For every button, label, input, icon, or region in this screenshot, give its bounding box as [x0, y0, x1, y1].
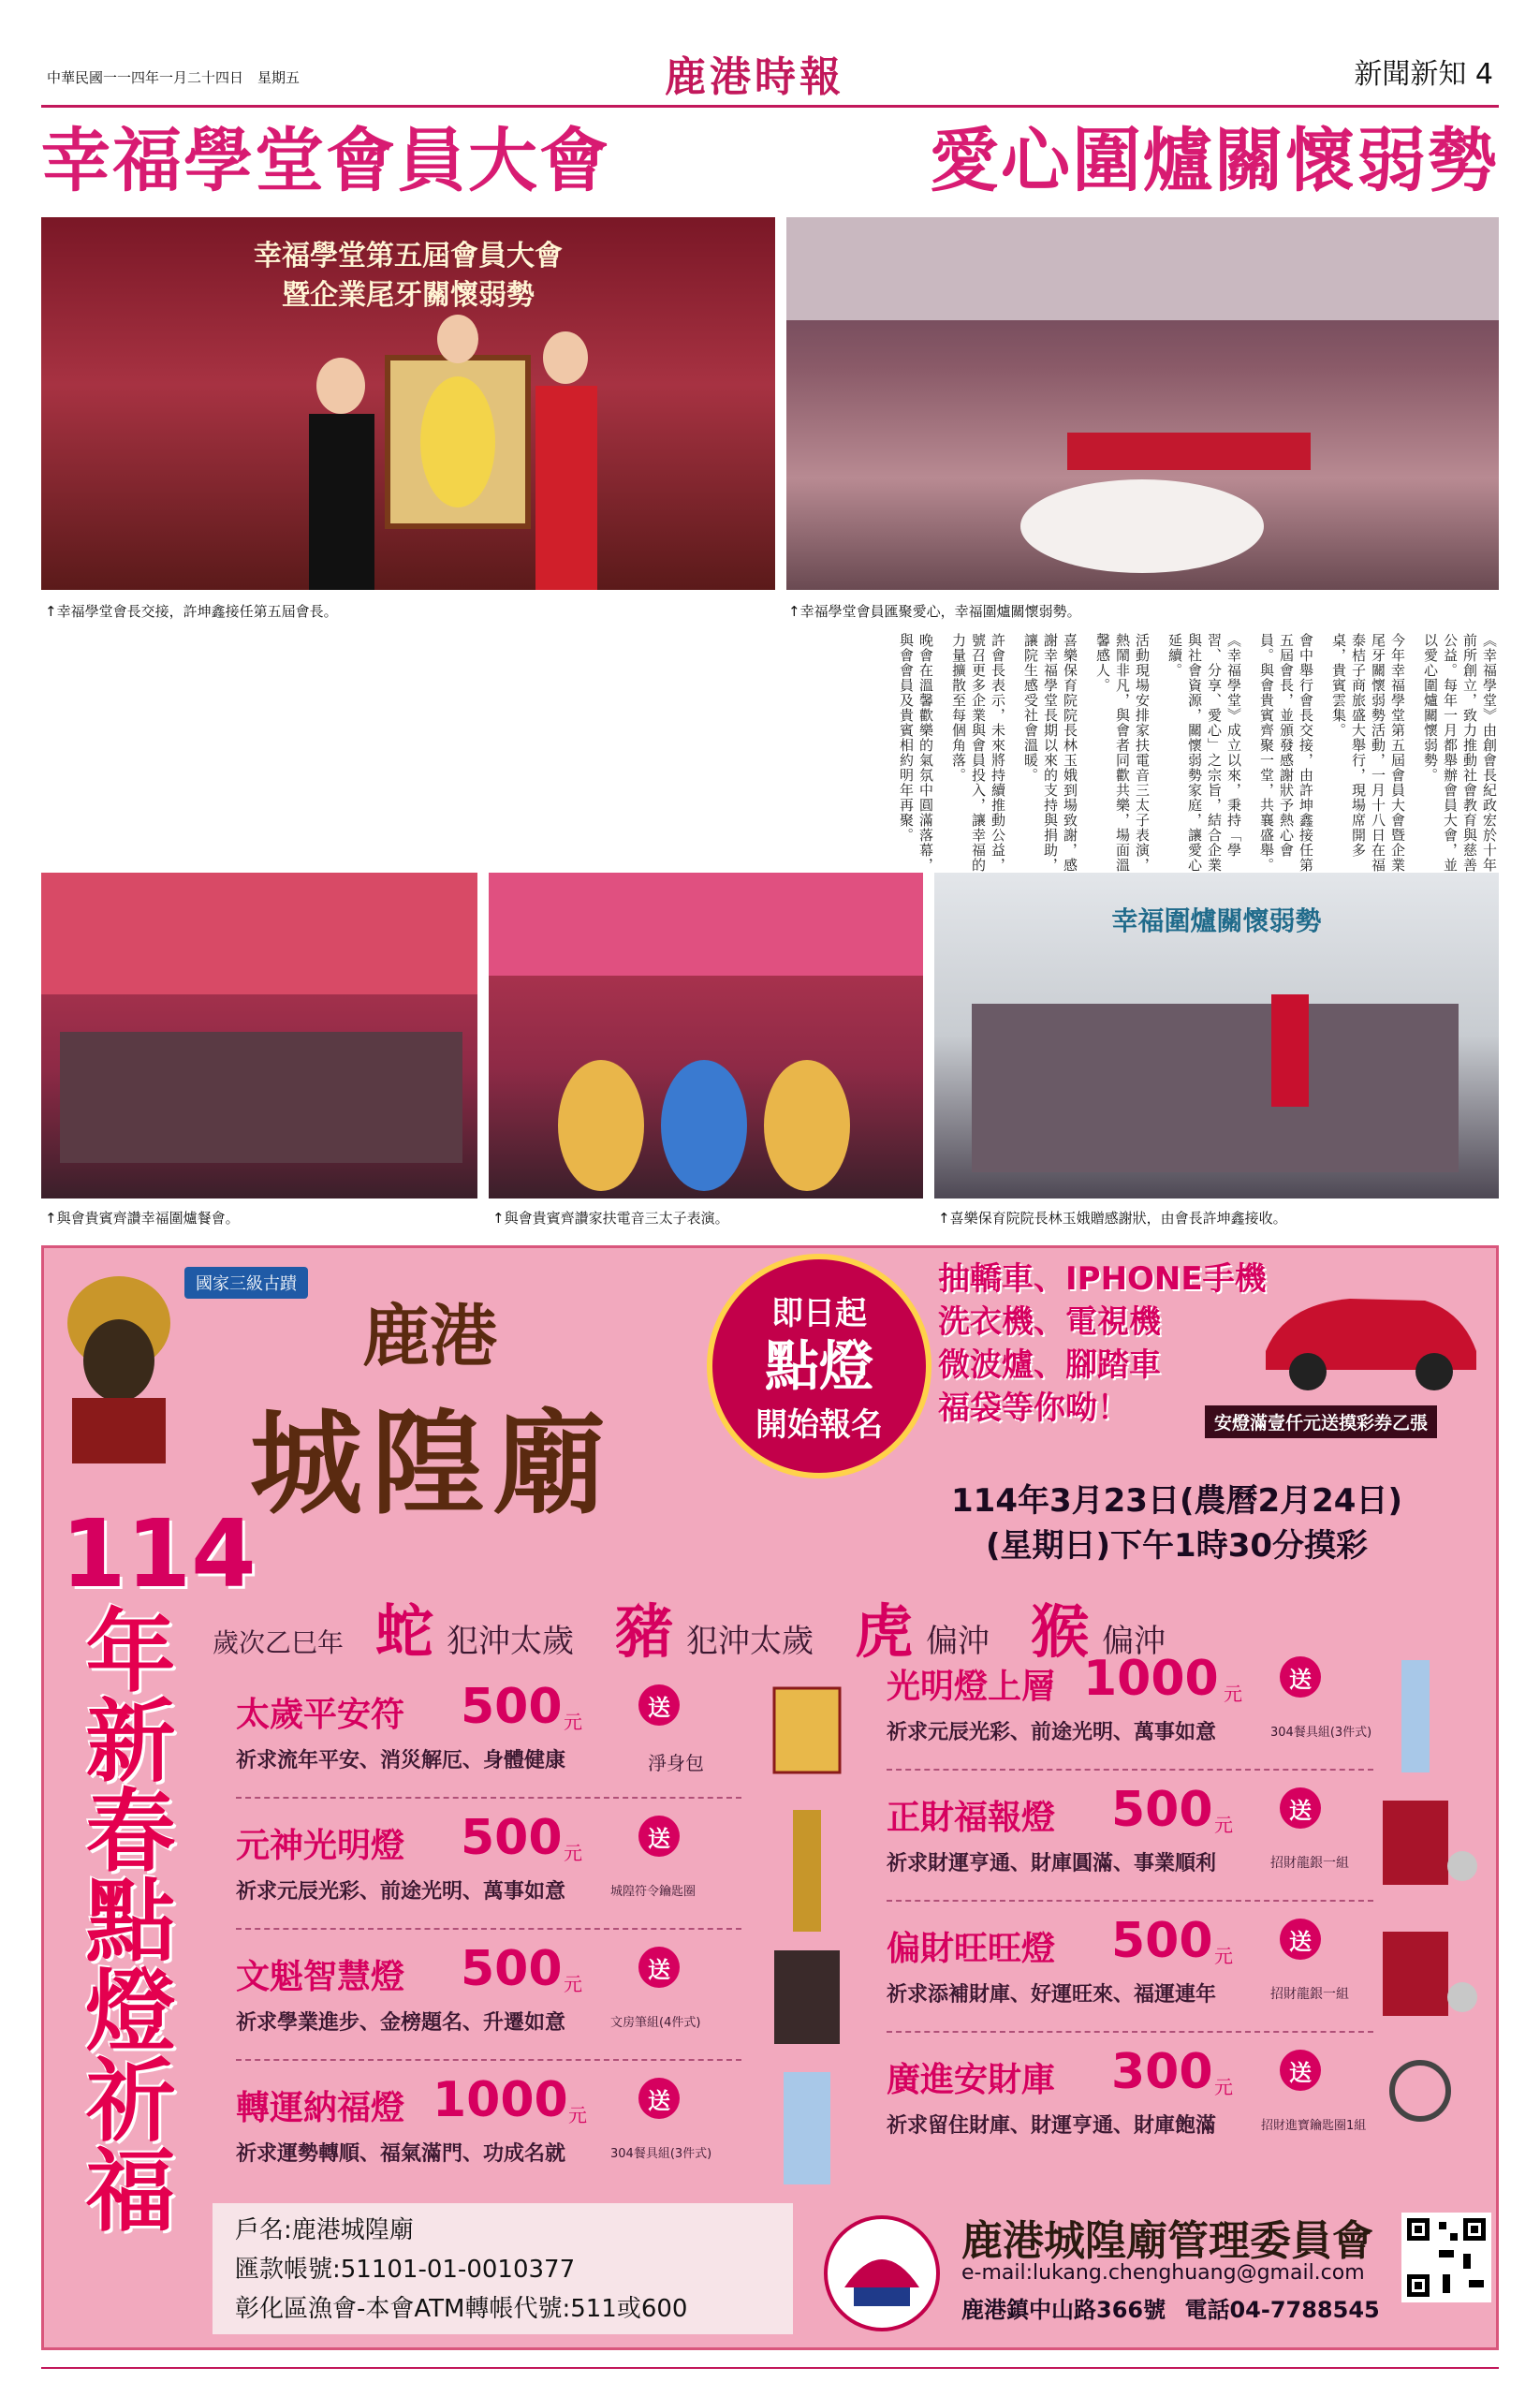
photo-handover: [41, 217, 775, 590]
lantern-desc: 祈求添補財庫、好運旺來、福運連年: [887, 1983, 1217, 2007]
article-body: [41, 633, 1499, 873]
lantern-price: 1000: [433, 2072, 568, 2128]
lantern-unit: 元: [564, 1711, 582, 1733]
photo-banquet-crowd: [786, 217, 1499, 590]
lantern-price: 1000: [1083, 1651, 1219, 1707]
gift-badge: 送: [1280, 1656, 1321, 1698]
item-divider: [887, 1900, 1373, 1902]
article-column: 會中舉行會長交接，由許坤鑫接任第五屆會長，並頒發感謝狀予熱心會員。與會貴賓齊聚一堂，共襄盛舉。: [1258, 633, 1314, 873]
gift-badge: 送: [638, 1816, 680, 1857]
zodiac-snake-note: 犯沖太歲: [447, 1623, 575, 1660]
lantern-desc: 祈求元辰光彩、前途光明、萬事如意: [236, 1880, 566, 1904]
caption-certificate: ↑喜樂保育院院長林玉娥贈感謝狀，由會長許坤鑫接收。: [938, 1210, 1287, 1227]
lantern-unit: 元: [1224, 1683, 1242, 1705]
lantern-unit: 元: [1214, 1814, 1233, 1836]
gift-badge: 送: [1280, 2050, 1321, 2091]
year-number: 114: [61, 1499, 257, 1609]
gift-images-left: [765, 1679, 849, 2203]
item-divider: [236, 2059, 741, 2061]
gift-name: 招財龍銀一組: [1270, 1987, 1349, 2002]
photo-guests-figures: [41, 873, 477, 1198]
lantern-item: [236, 1810, 760, 1941]
photo-certificate-figures: [934, 873, 1499, 1198]
gift-badge: 送: [1280, 1787, 1321, 1829]
prize-line: 洗衣機、電視機: [938, 1303, 1161, 1341]
article-column: 《幸福學堂》由創會長紀政宏於十年前所創立，致力推動社會教育與慈善公益。每年一月都舉辦會員大會，並以愛心圍爐關懷弱勢。: [1422, 633, 1498, 873]
page-headline: [41, 112, 1499, 199]
contact-email: e-mail:lukang.chenghuang@gmail.com: [961, 2261, 1365, 2285]
phone-text: 電話04-7788545: [1184, 2297, 1380, 2323]
lantern-desc: 祈求元辰光彩、前途光明、萬事如意: [887, 1721, 1217, 1744]
address-text: 鹿港鎮中山路366號: [961, 2297, 1166, 2323]
article-column: 《幸福學堂》成立以來，秉持「學習、分享、愛心」之宗旨，結合企業與社會資源，關懷弱勢家庭，讓愛心延續。: [1166, 633, 1242, 873]
item-divider: [887, 1769, 1373, 1771]
zodiac-monkey-note: 偏沖: [1102, 1623, 1166, 1660]
photo-banquet-guests: [41, 873, 477, 1198]
article-column: 活動現場安排家扶電音三太子表演，熱鬧非凡，與會者同歡共樂，場面溫馨感人。: [1094, 633, 1151, 873]
gift-images-right: [1373, 1651, 1486, 2175]
article-column: 今年幸福學堂第五屆會員大會暨企業尾牙關懷弱勢活動，一月十八日在福泰桔子商旅盛大舉行，現場席開多桌，貴賓雲集。: [1330, 633, 1406, 873]
lantern-item: [236, 1941, 760, 2072]
article-column: 晚會在溫馨歡樂的氣氛中圓滿落幕，與會會員及貴賓相約明年再聚。: [898, 633, 934, 873]
cta-line2: 點燈: [764, 1334, 873, 1398]
masthead-date: 中華民國一一四年一月二十四日 星期五: [47, 69, 301, 86]
zodiac-prefix: 歲次乙巳年: [213, 1627, 345, 1658]
zodiac-snake: 蛇: [375, 1597, 434, 1666]
bank-account-box: [213, 2203, 793, 2334]
lantern-title: 轉運納福燈: [236, 2089, 405, 2127]
caption-handover: ↑幸福學堂會長交接，許坤鑫接任第五屆會長。: [45, 603, 338, 620]
lantern-title: 正財福報燈: [887, 1799, 1056, 1837]
temple-name-small: 鹿港: [362, 1296, 498, 1375]
car-prize-image: [1247, 1267, 1490, 1398]
lantern-price: 500: [461, 1679, 563, 1735]
lantern-item: [236, 1679, 760, 1810]
gift-badge: 送: [1280, 1919, 1321, 1960]
photo-certificate: [934, 873, 1499, 1198]
gift-badge: 送: [638, 2078, 680, 2119]
heritage-ribbon: 國家三級古蹟: [184, 1267, 308, 1299]
section-label: [1354, 51, 1493, 92]
item-divider: [236, 1928, 741, 1930]
zodiac-pig-note: 犯沖太歲: [686, 1623, 814, 1660]
deity-figure: [53, 1267, 184, 1463]
contact-address: [961, 2291, 1380, 2324]
lantern-desc: 祈求學業進步、金榜題名、升遷如意: [236, 2011, 566, 2035]
gift-name: 城隍符令鑰匙圈: [610, 1885, 697, 1899]
caption-guests: ↑與會貴賓齊讚幸福圍爐餐會。: [45, 1210, 240, 1227]
zodiac-tiger: 虎: [855, 1597, 914, 1666]
draw-time: (星期日)下午1時30分摸彩: [985, 1527, 1369, 1565]
photo-banquet-hall: [786, 217, 1499, 590]
prize-line: 微波爐、腳踏車: [938, 1346, 1161, 1384]
caption-banquet: ↑幸福學堂會員匯聚愛心，幸福圍爐關懷弱勢。: [788, 603, 1081, 620]
photo-banner-line1: 幸福學堂第五屆會員大會: [254, 240, 563, 272]
qr-code[interactable]: [1401, 2213, 1491, 2302]
zodiac-pig: 豬: [615, 1597, 674, 1666]
lantern-title: 偏財旺旺燈: [887, 1930, 1056, 1968]
section-name: 新聞新知: [1354, 58, 1467, 91]
lantern-title: 太歲平安符: [236, 1696, 405, 1734]
gift-name: 招財進寶鑰匙圈1組: [1261, 2119, 1367, 2133]
lottery-note: 安燈滿壹仟元送摸彩券乙張: [1205, 1405, 1437, 1438]
page-number: 4: [1474, 58, 1493, 91]
lantern-desc: 祈求流年平安、消災解厄、身體健康: [236, 1749, 566, 1772]
lantern-price: 300: [1111, 2044, 1213, 2100]
lantern-unit: 元: [564, 1973, 582, 1995]
lantern-list-left: [236, 1679, 760, 2203]
gift-name: 招財龍銀一組: [1270, 1856, 1349, 1871]
lantern-unit: 元: [1214, 1945, 1233, 1967]
temple-lantern-ad: [41, 1245, 1499, 2350]
lantern-desc: 祈求留住財庫、財運亨通、財庫飽滿: [887, 2114, 1217, 2138]
article-column: 喜樂保育院院長林玉娥到場致謝，感謝幸福學堂長期以來的支持與捐助，讓院生感受社會溫暖。: [1022, 633, 1078, 873]
account-name: 戶名:鹿港城隍廟: [235, 2216, 414, 2244]
gift-name: 淨身包: [648, 1752, 704, 1774]
new-year-title: 年新春點燈祈福: [71, 1604, 176, 2233]
gift-name: 304餐具組(3件式): [1270, 1726, 1372, 1740]
gift-name: 文房筆組(4件式): [610, 2016, 701, 2030]
photo-santaizi-figures: [489, 873, 923, 1198]
lantern-item: [236, 2072, 760, 2203]
lantern-title: 文魁智慧燈: [236, 1958, 405, 1996]
cta-line1: 即日起: [771, 1295, 867, 1332]
prize-line: 福袋等你呦！: [938, 1390, 1129, 1427]
temple-logo: [821, 2213, 943, 2334]
caption-santaizi: ↑與會貴賓齊讚家扶電音三太子表演。: [492, 1210, 729, 1227]
temple-name-big: 城隍廟: [250, 1398, 615, 1530]
headline-left: 幸福學堂會員大會: [41, 121, 610, 201]
lantern-title: 光明燈上層: [887, 1668, 1056, 1706]
lantern-price: 500: [1111, 1913, 1213, 1969]
account-atm: 彰化區漁會-本會ATM轉帳代號:511或600: [235, 2295, 688, 2323]
item-divider: [236, 1797, 741, 1799]
registration-badge: [707, 1254, 931, 1478]
committee-name: 鹿港城隍廟管理委員會: [961, 2217, 1373, 2265]
bottom-rule: [41, 2367, 1499, 2369]
account-number: 匯款帳號:51101-01-0010377: [235, 2256, 576, 2284]
lantern-unit: 元: [564, 1842, 582, 1864]
lantern-unit: 元: [568, 2104, 587, 2126]
lantern-price: 500: [461, 1810, 563, 1866]
gift-badge: 送: [638, 1947, 680, 1988]
lantern-title: 元神光明燈: [236, 1827, 405, 1865]
newspaper-logo: 鹿港時報: [665, 53, 844, 101]
article-column: 許會長表示，未來將持續推動公益，號召更多企業與會員投入，讓幸福的力量擴散至每個角落。: [950, 633, 1006, 873]
photo-handover-figures: [41, 217, 775, 590]
gift-badge: 送: [638, 1684, 680, 1726]
lantern-price: 500: [461, 1941, 563, 1997]
gift-name: 304餐具組(3件式): [610, 2147, 712, 2161]
lantern-title: 廣進安財庫: [887, 2061, 1056, 2099]
photo-certificate-banner: 幸福圍爐關懷弱勢: [1111, 905, 1322, 936]
zodiac-monkey: 猴: [1031, 1597, 1090, 1666]
item-divider: [887, 2031, 1373, 2033]
prize-line: 抽轎車、IPHONE手機: [938, 1260, 1267, 1298]
photo-banner-line2: 暨企業尾牙關懷弱勢: [282, 279, 535, 312]
zodiac-tiger-note: 偏沖: [926, 1623, 990, 1660]
lantern-desc: 祈求運勢轉順、福氣滿門、功成名就: [236, 2142, 566, 2166]
headline-right: 愛心圍爐關懷弱勢: [930, 121, 1499, 201]
lantern-price: 500: [1111, 1782, 1213, 1838]
photo-santaizi-show: [489, 873, 923, 1198]
lantern-desc: 祈求財運亨通、財庫圓滿、事業順利: [887, 1852, 1217, 1875]
cta-line3: 開始報名: [755, 1406, 883, 1444]
prize-list: [938, 1257, 1267, 1430]
draw-date: 114年3月23日(農曆2月24日): [951, 1482, 1402, 1520]
lantern-unit: 元: [1214, 2076, 1233, 2098]
